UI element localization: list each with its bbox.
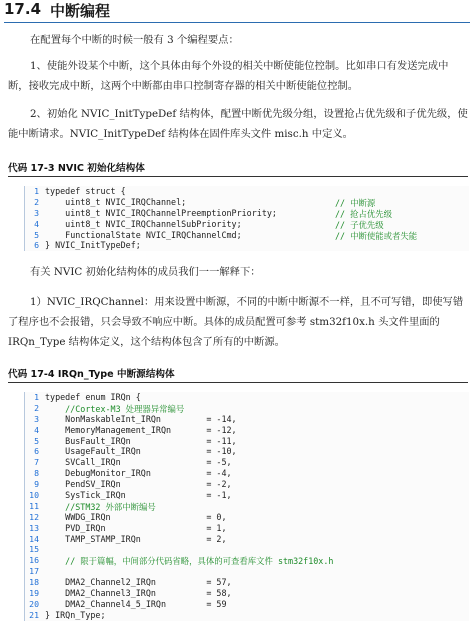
line-number: 16 — [29, 555, 39, 566]
code-line — [25, 610, 469, 621]
line-number: 6 — [34, 446, 39, 457]
line-number: 14 — [29, 533, 39, 544]
code-line — [25, 219, 469, 230]
code1-caption: 代码 17-3 NVIC 初始化结构体 — [8, 163, 145, 174]
line-number: 19 — [29, 588, 39, 599]
code2-caption: 代码 17-4 IRQn_Type 中断源结构体 — [8, 369, 175, 380]
code-line — [25, 479, 469, 490]
code-text: WWDG_IRQn = 0, — [45, 511, 227, 522]
section-heading — [4, 0, 470, 23]
code-line — [25, 512, 469, 523]
code-line — [25, 468, 469, 479]
line-number: 11 — [29, 500, 39, 511]
code2-block — [24, 392, 469, 621]
line-number: 3 — [34, 207, 39, 218]
code-line — [25, 588, 469, 599]
line-number: 3 — [34, 413, 39, 424]
code-line — [25, 392, 469, 403]
code-line — [25, 403, 469, 414]
code-comment: // 抢占优先级 — [335, 208, 393, 219]
line-number: 5 — [34, 229, 39, 240]
code-text: uint8_t NVIC_IRQChannelSubPriority; — [45, 218, 242, 229]
code-comment: // 中断源 — [335, 197, 376, 208]
code1-caption-rule — [8, 176, 468, 177]
line-number: 5 — [34, 435, 39, 446]
code-text: } NVIC_InitTypeDef; — [45, 240, 141, 251]
code-text: TAMP_STAMP_IRQn = 2, — [45, 533, 227, 544]
line-number: 15 — [29, 544, 39, 555]
code-line — [25, 414, 469, 425]
line-number: 12 — [29, 511, 39, 522]
code-line — [25, 501, 469, 512]
code-text: //STM32 外部中断编号 — [45, 501, 156, 512]
code-text: typedef enum IRQn { — [45, 392, 141, 402]
code-line — [25, 457, 469, 468]
code-line — [25, 186, 469, 197]
line-number: 1 — [34, 392, 39, 402]
line-number: 21 — [29, 609, 39, 620]
code-text: //Cortex-M3 处理器异常编号 — [45, 403, 185, 414]
code-text: uint8_t NVIC_IRQChannel; — [45, 196, 187, 207]
code-text: SVCall_IRQn = -5, — [45, 457, 232, 468]
line-number: 4 — [34, 218, 39, 229]
line-number: 6 — [34, 240, 39, 251]
line-number: 13 — [29, 522, 39, 533]
code2-caption-rule — [8, 382, 468, 383]
line-number: 18 — [29, 577, 39, 588]
code-text: DMA2_Channel3_IRQn = 58, — [45, 588, 232, 599]
line-number: 8 — [34, 468, 39, 479]
code-text: PVD_IRQn = 1, — [45, 522, 227, 533]
section-number: 17.4 — [4, 0, 42, 18]
point1-paragraph: 1、使能外设某个中断，这个具体由每个外设的相关中断使能位控制。比如串口有发送完成中断，接收完成中断，这两个中断都由串口控制寄存器的相关中断使能位控制。 — [8, 60, 449, 92]
code-text: typedef struct { — [45, 186, 126, 196]
code-text: BusFault_IRQn = -11, — [45, 435, 237, 446]
code-line — [25, 425, 469, 436]
members-intro-paragraph: 有关 NVIC 初始化结构体的成员我们一一解释下： — [30, 266, 261, 278]
code-line — [25, 544, 469, 555]
intro-paragraph: 在配置每个中断的时候一般有 3 个编程要点： — [30, 34, 239, 46]
code-text: DMA2_Channel4_5_IRQn = 59 — [45, 598, 227, 609]
code-line — [25, 208, 469, 219]
code-text: DMA2_Channel2_IRQn = 57, — [45, 577, 232, 588]
code-text: NonMaskableInt_IRQn = -14, — [45, 413, 237, 424]
code-comment: // 子优先级 — [335, 219, 384, 230]
code-text: // 限于篇幅，中间部分代码省略，具体的可查看库文件 stm32f10x.h — [45, 556, 334, 567]
section-title: 中断编程 — [50, 2, 111, 20]
code-line — [25, 240, 469, 251]
code-line — [25, 197, 469, 208]
code-text: DebugMonitor_IRQn = -4, — [45, 468, 232, 479]
line-number: 1 — [34, 186, 39, 196]
code-text: MemoryManagement_IRQn = -12, — [45, 424, 237, 435]
code-line — [25, 446, 469, 457]
line-number: 9 — [34, 479, 39, 490]
code-text: } IRQn_Type; — [45, 609, 106, 620]
code-line — [25, 436, 469, 447]
code-line — [25, 230, 469, 241]
line-number: 17 — [29, 566, 39, 577]
code-line — [25, 490, 469, 501]
line-number: 20 — [29, 598, 39, 609]
code-line — [25, 577, 469, 588]
code-text: UsageFault_IRQn = -10, — [45, 446, 237, 457]
code-text: SysTick_IRQn = -1, — [45, 490, 232, 501]
code-line — [25, 566, 469, 577]
code-comment: // 中断使能或者失能 — [335, 230, 418, 241]
code-text: PendSV_IRQn = -2, — [45, 479, 232, 490]
line-number: 4 — [34, 424, 39, 435]
line-number: 2 — [34, 196, 39, 207]
line-number: 10 — [29, 490, 39, 501]
code-text: FunctionalState NVIC_IRQChannelCmd; — [45, 229, 242, 240]
code-line — [25, 523, 469, 534]
line-number: 7 — [34, 457, 39, 468]
code1-block — [24, 186, 469, 251]
code-line — [25, 534, 469, 545]
point2-paragraph: 2、初始化 NVIC_InitTypeDef 结构体，配置中断优先级分组，设置抢占优先级和子优先级，使能中断请求。NVIC_InitTypeDef 结构体在固件库头文件 misc.h 中定义。 — [8, 108, 468, 140]
code-line — [25, 599, 469, 610]
code-line — [25, 555, 469, 566]
line-number: 2 — [34, 402, 39, 413]
member1-paragraph: 1）NVIC_IRQChannel：用来设置中断源，不同的中断中断源不一样，且不可写错，即使写错了程序也不会报错，只会导致不响应中断。具体的成员配置可参考 stm32f10x.h 头文件里面的 IRQn_Type 结构体定义，这个结构体包含了所有的中断源。 — [8, 296, 464, 348]
code-text: uint8_t NVIC_IRQChannelPreemptionPriority; — [45, 207, 277, 218]
